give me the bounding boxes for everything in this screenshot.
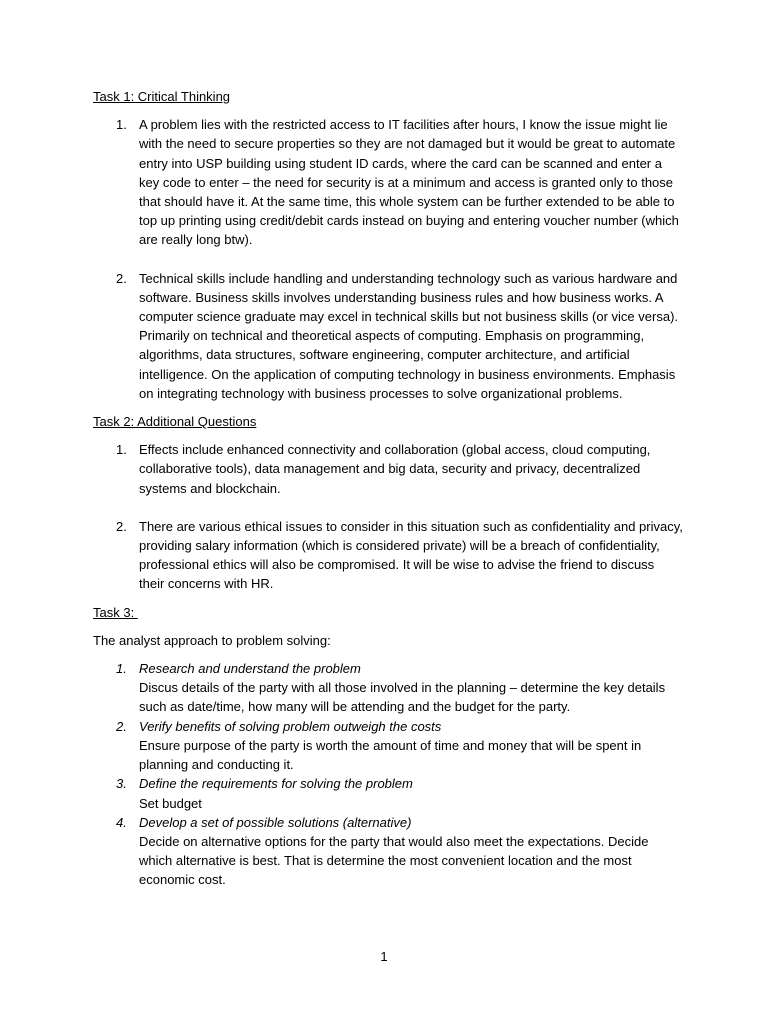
list-item [93,115,683,249]
task2-heading: Task 2: Additional Questions [93,414,257,430]
step-item [93,774,683,812]
list-item-text: Technical skills include handling and understanding technology such as various hardware and software. Business skills involves understanding business rules and how business works. A computer science graduate may excel in technical skills but not business skills (or vice versa). Primarily on technical and theoretical aspects of computing. Emphasis on programming, algorithms, data structures, software engineering, computer architecture, and artificial intelligence. On the application of computing technology in business environments. Emphasis on integrating technology with business processes to solve organizational problems. [139,270,679,401]
step-item [93,717,683,775]
step-title: Research and understand the problem [139,661,361,677]
step-number: 3. [116,776,127,792]
list-item-text: A problem lies with the restricted access to IT facilities after hours, I know the issue might lie with the need to secure properties so they are not damaged but it would be great to automate entry into USP building using student ID cards, where the card can be scanned and enter a key code to enter – the need for security is at a minimum and access is granted only to those that should have it. At the same time, this whole system can be further extended to be able to top up printing using credit/debit cards instead on buying and entering voucher number (which are really long btw). [139,117,679,248]
list-item-text: Effects include enhanced connectivity and collaboration (global access, cloud computing, collaborative tools), data management and big data, security and privacy, decentralized systems and blockchain. [139,442,651,496]
list-item [93,269,683,403]
document-page [93,87,683,890]
list-item [93,517,683,594]
task3-steps [93,659,683,889]
page-number: 1 [380,949,388,964]
step-body: Decide on alternative options for the party that would also meet the expectations. Decide which alternative is best. That is determine the most convenient location and the most economic cost. [139,833,649,888]
task3-intro: The analyst approach to problem solving: [93,632,331,648]
list-number: 1. [116,117,127,133]
step-number: 4. [116,814,127,830]
step-body: Set budget [139,795,202,811]
step-item [93,659,683,717]
step-body: Ensure purpose of the party is worth the amount of time and money that will be spent in planning and conducting it. [139,737,642,773]
step-body: Discus details of the party with all those involved in the planning – determine the key details such as date/time, how many will be attending and the budget for the party. [139,680,666,715]
list-number: 2. [116,270,127,286]
step-item [93,813,683,890]
step-title: Define the requirements for solving the problem [139,776,413,792]
step-number: 1. [116,661,127,677]
task2-list [93,440,683,593]
task1-list [93,115,683,403]
step-number: 2. [116,718,127,734]
step-title: Develop a set of possible solutions (alternative) [139,814,412,830]
list-item-text: There are various ethical issues to consider in this situation such as confidentiality and privacy, providing salary information (which is considered private) will be a breach of confidentiality, professional ethics will also be compromised. It will be wise to advise the friend to discuss their concerns with HR. [139,518,683,592]
step-title: Verify benefits of solving problem outweigh the costs [139,718,442,734]
task3-heading: Task 3: [93,604,138,620]
list-item [93,440,683,498]
task1-heading: Task 1: Critical Thinking [93,89,231,104]
list-number: 1. [116,442,127,458]
list-number: 2. [116,518,127,534]
